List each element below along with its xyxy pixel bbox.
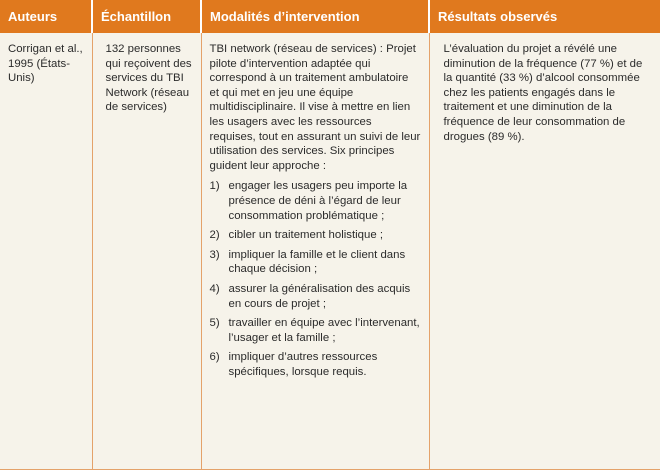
list-item: [210, 350, 421, 379]
header-resultats: Résultats observés: [429, 0, 660, 33]
list-item: [210, 248, 421, 277]
list-item-number: 3): [209, 248, 220, 261]
list-item-number: 4): [209, 282, 220, 295]
list-item-number: 6): [209, 351, 220, 364]
list-item: [210, 179, 421, 223]
list-item-text: travailler en équipe avec l’intervenant, l’usager et la famille ;: [228, 317, 420, 344]
cell-resultats: L’évaluation du projet a révélé une diminution de la fréquence (77 %) et de la quantité (33 %) d’alcool consommée chez les patients engagés dans le traitement et une diminution de la fréquence de leur consommation de drogues (89 %).: [429, 33, 660, 470]
list-item: [210, 228, 421, 243]
list-item-number: 2): [209, 229, 220, 242]
cell-echantillon: 132 personnes qui reçoivent des services du TBI Network (réseau de services): [92, 33, 201, 470]
list-item: [210, 316, 421, 345]
intervention-intro: TBI network (réseau de services) : Projet pilote d’intervention adaptée qui correspond à un traitement ambulatoire et qui met en jeu une équipe multidisciplinaire. Il vise à mettre en lien les usagers avec les ressources requises, tout en assurant un suivi de leur utilisation des services. Six principes guident leur approche :: [209, 43, 421, 172]
header-modalites: Modalités d’intervention: [201, 0, 429, 33]
table-row: [0, 33, 660, 470]
list-item-text: assurer la généralisation des acquis en cours de projet ;: [228, 282, 411, 310]
cell-auteurs: Corrigan et al., 1995 (États-Unis): [0, 33, 92, 470]
cell-modalites: [201, 33, 429, 470]
table-header: [0, 0, 660, 33]
list-item-text: engager les usagers peu importe la présence de déni à l’égard de leur consommation problématique ;: [228, 180, 408, 222]
list-item: [210, 282, 421, 311]
list-item-text: impliquer d’autres ressources spécifiques, lorsque requis.: [228, 351, 378, 378]
principles-list: [210, 179, 421, 379]
list-item-number: 1): [209, 180, 220, 193]
list-item-text: impliquer la famille et le client dans chaque décision ;: [228, 248, 406, 276]
header-auteurs: Auteurs: [0, 0, 92, 33]
list-item-text: cibler un traitement holistique ;: [228, 229, 383, 242]
header-echantillon: Échantillon: [92, 0, 201, 33]
list-item-number: 5): [209, 317, 220, 330]
